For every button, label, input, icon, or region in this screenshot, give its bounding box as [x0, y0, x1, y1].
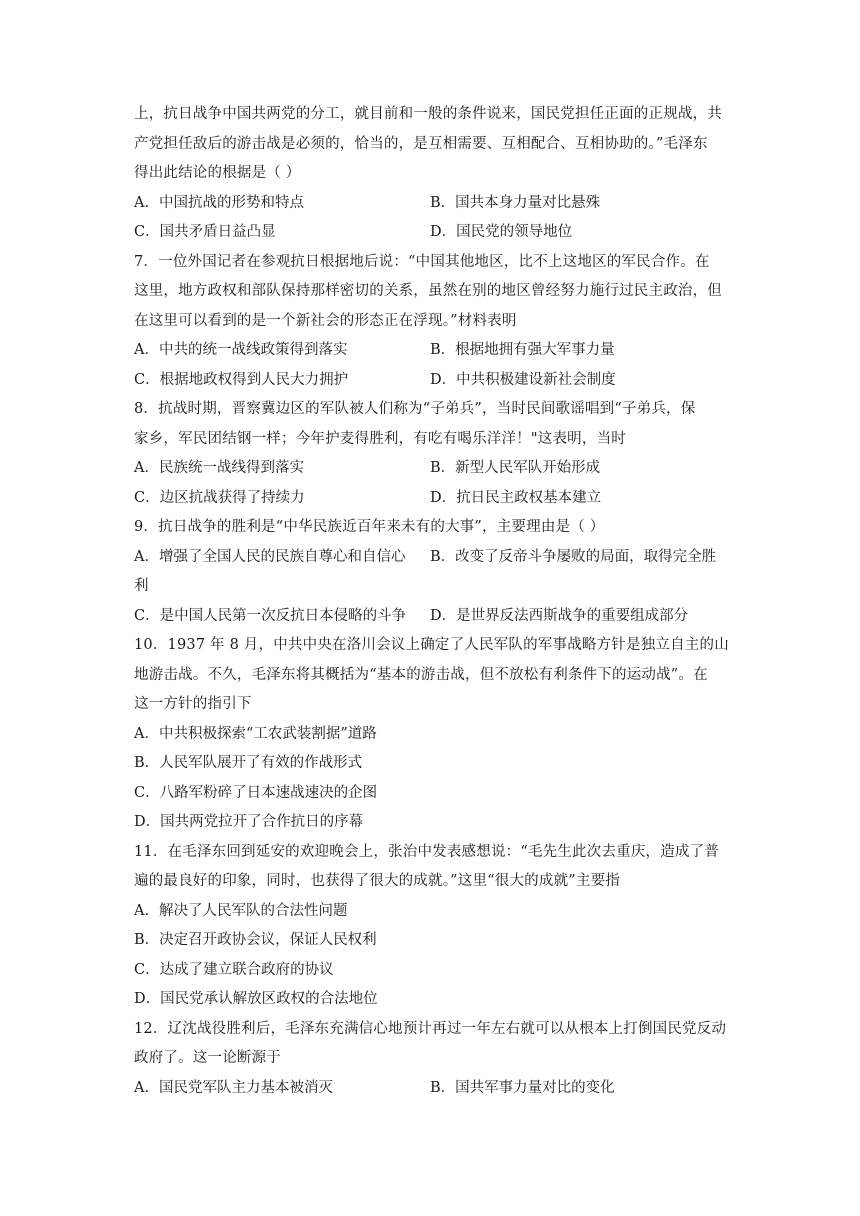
option-row — [134, 543, 732, 573]
question-text-line: 产党担任敌后的游击战是必须的，恰当的，是互相需要、互相配合、互相协助的。”毛泽东 — [134, 135, 708, 152]
option-row — [134, 454, 732, 484]
question-text-line: 11．在毛泽东回到延安的欢迎晚会上，张治中发表感想说：“毛先生此次去重庆，造成了普 — [134, 843, 720, 860]
question-6-continuation — [134, 100, 732, 248]
option-b: B．决定召开政协会议，保证人民权利 — [134, 932, 377, 948]
option-c: C．根据地政权得到人民大力拥护 — [134, 371, 349, 388]
question-text-line: 地游击战。不久，毛泽东将其概括为“基本的游击战，但不放松有利条件下的运动战”。在 — [134, 666, 708, 683]
question-text-line: 上，抗日战争中国共两党的分工，就目前和一般的条件说来，国民党担任正面的正规战，共 — [134, 106, 722, 122]
question-11 — [134, 838, 732, 1015]
option-c: C．达成了建立联合政府的协议 — [134, 961, 334, 978]
question-text-line: 遍的最良好的印象，同时，也获得了很大的成就。”这里“很大的成就”主要指 — [134, 873, 620, 889]
option-a: A．解决了人民军队的合法性问题 — [134, 902, 348, 919]
option-d: D．抗日民主政权基本建立 — [430, 489, 602, 506]
option-row — [134, 336, 732, 366]
option-d: D．国民党承认解放区政权的合法地位 — [134, 991, 378, 1007]
question-text-line: 政府了。这一论断源于 — [134, 1050, 281, 1066]
option-d: D．国民党的领导地位 — [430, 224, 573, 240]
question-text-line: 家乡，军民团结钢一样；今年护麦得胜利，有吃有喝乐洋洋！"这表明，当时 — [134, 430, 626, 447]
option-c: C．边区抗战获得了持续力 — [134, 489, 305, 506]
option-b: B．根据地拥有强大军事力量 — [430, 342, 615, 358]
option-b: B．改变了反帝斗争屡败的局面，取得完全胜 — [430, 548, 717, 565]
option-row — [134, 218, 732, 248]
option-c: C．国共矛盾日益凸显 — [134, 224, 276, 240]
option-b: B．国共本身力量对比悬殊 — [430, 194, 601, 211]
option-row — [134, 189, 732, 219]
question-12 — [134, 1015, 732, 1104]
option-b: B．国共军事力量对比的变化 — [430, 1079, 615, 1096]
option-a: A．民族统一战线得到落实 — [134, 460, 304, 476]
option-a: A．中国抗战的形势和特点 — [134, 194, 304, 211]
question-text-line: 10．1937 年 8 月，中共中央在洛川会议上确定了人民军队的军事战略方针是独立自主的山 — [134, 637, 729, 653]
question-9 — [134, 513, 732, 631]
option-row — [134, 366, 732, 396]
option-b: B．人民军队展开了有效的作战形式 — [134, 755, 363, 771]
question-text-line: 在这里可以看到的是一个新社会的形态正在浮现。”材料表明 — [134, 312, 517, 329]
option-b: B．新型人民军队开始形成 — [430, 460, 601, 476]
option-a: A．中共积极探索“工农武装割据”道路 — [134, 725, 377, 742]
option-a: A．增强了全国人民的民族自尊心和自信心 — [134, 548, 406, 565]
option-c: C．是中国人民第一次反抗日本侵略的斗争 — [134, 607, 407, 624]
question-text-line: 得出此结论的根据是（ ） — [134, 165, 301, 181]
question-text-line: 这一方针的指引下 — [134, 696, 252, 712]
question-8 — [134, 395, 732, 513]
question-text-line: 12．辽沈战役胜利后，毛泽东充满信心地预计再过一年左右就可以从根本上打倒国民党反动 — [134, 1020, 727, 1037]
option-c: C．八路军粉碎了日本速战速决的企图 — [134, 784, 378, 801]
question-10 — [134, 631, 732, 838]
option-row — [134, 484, 732, 514]
option-a: A．中共的统一战线政策得到落实 — [134, 342, 348, 358]
option-row — [134, 602, 732, 632]
question-text-line: 这里，地方政权和部队保持那样密切的关系，虽然在别的地区曾经努力施行过民主政治，但 — [134, 283, 722, 299]
question-text-line: 9．抗日战争的胜利是“中华民族近百年来未有的大事”，主要理由是（ ） — [134, 519, 605, 535]
option-a: A．国民党军队主力基本被消灭 — [134, 1079, 333, 1096]
question-7 — [134, 248, 732, 396]
question-text-line: 8．抗战时期，晋察冀边区的军队被人们称为“子弟兵”，当时民间歌谣唱到“子弟兵，保 — [134, 401, 696, 417]
option-d: D．国共两党拉开了合作抗日的序幕 — [134, 814, 364, 830]
option-wrap-line: 利 — [134, 578, 149, 594]
question-text-line: 7．一位外国记者在参观抗日根据地后说：“中国其他地区，比不上这地区的军民合作。在 — [134, 253, 710, 270]
option-d: D．是世界反法西斯战争的重要组成部分 — [430, 607, 689, 624]
option-row — [134, 1074, 732, 1104]
option-d: D．中共积极建设新社会制度 — [430, 371, 616, 388]
